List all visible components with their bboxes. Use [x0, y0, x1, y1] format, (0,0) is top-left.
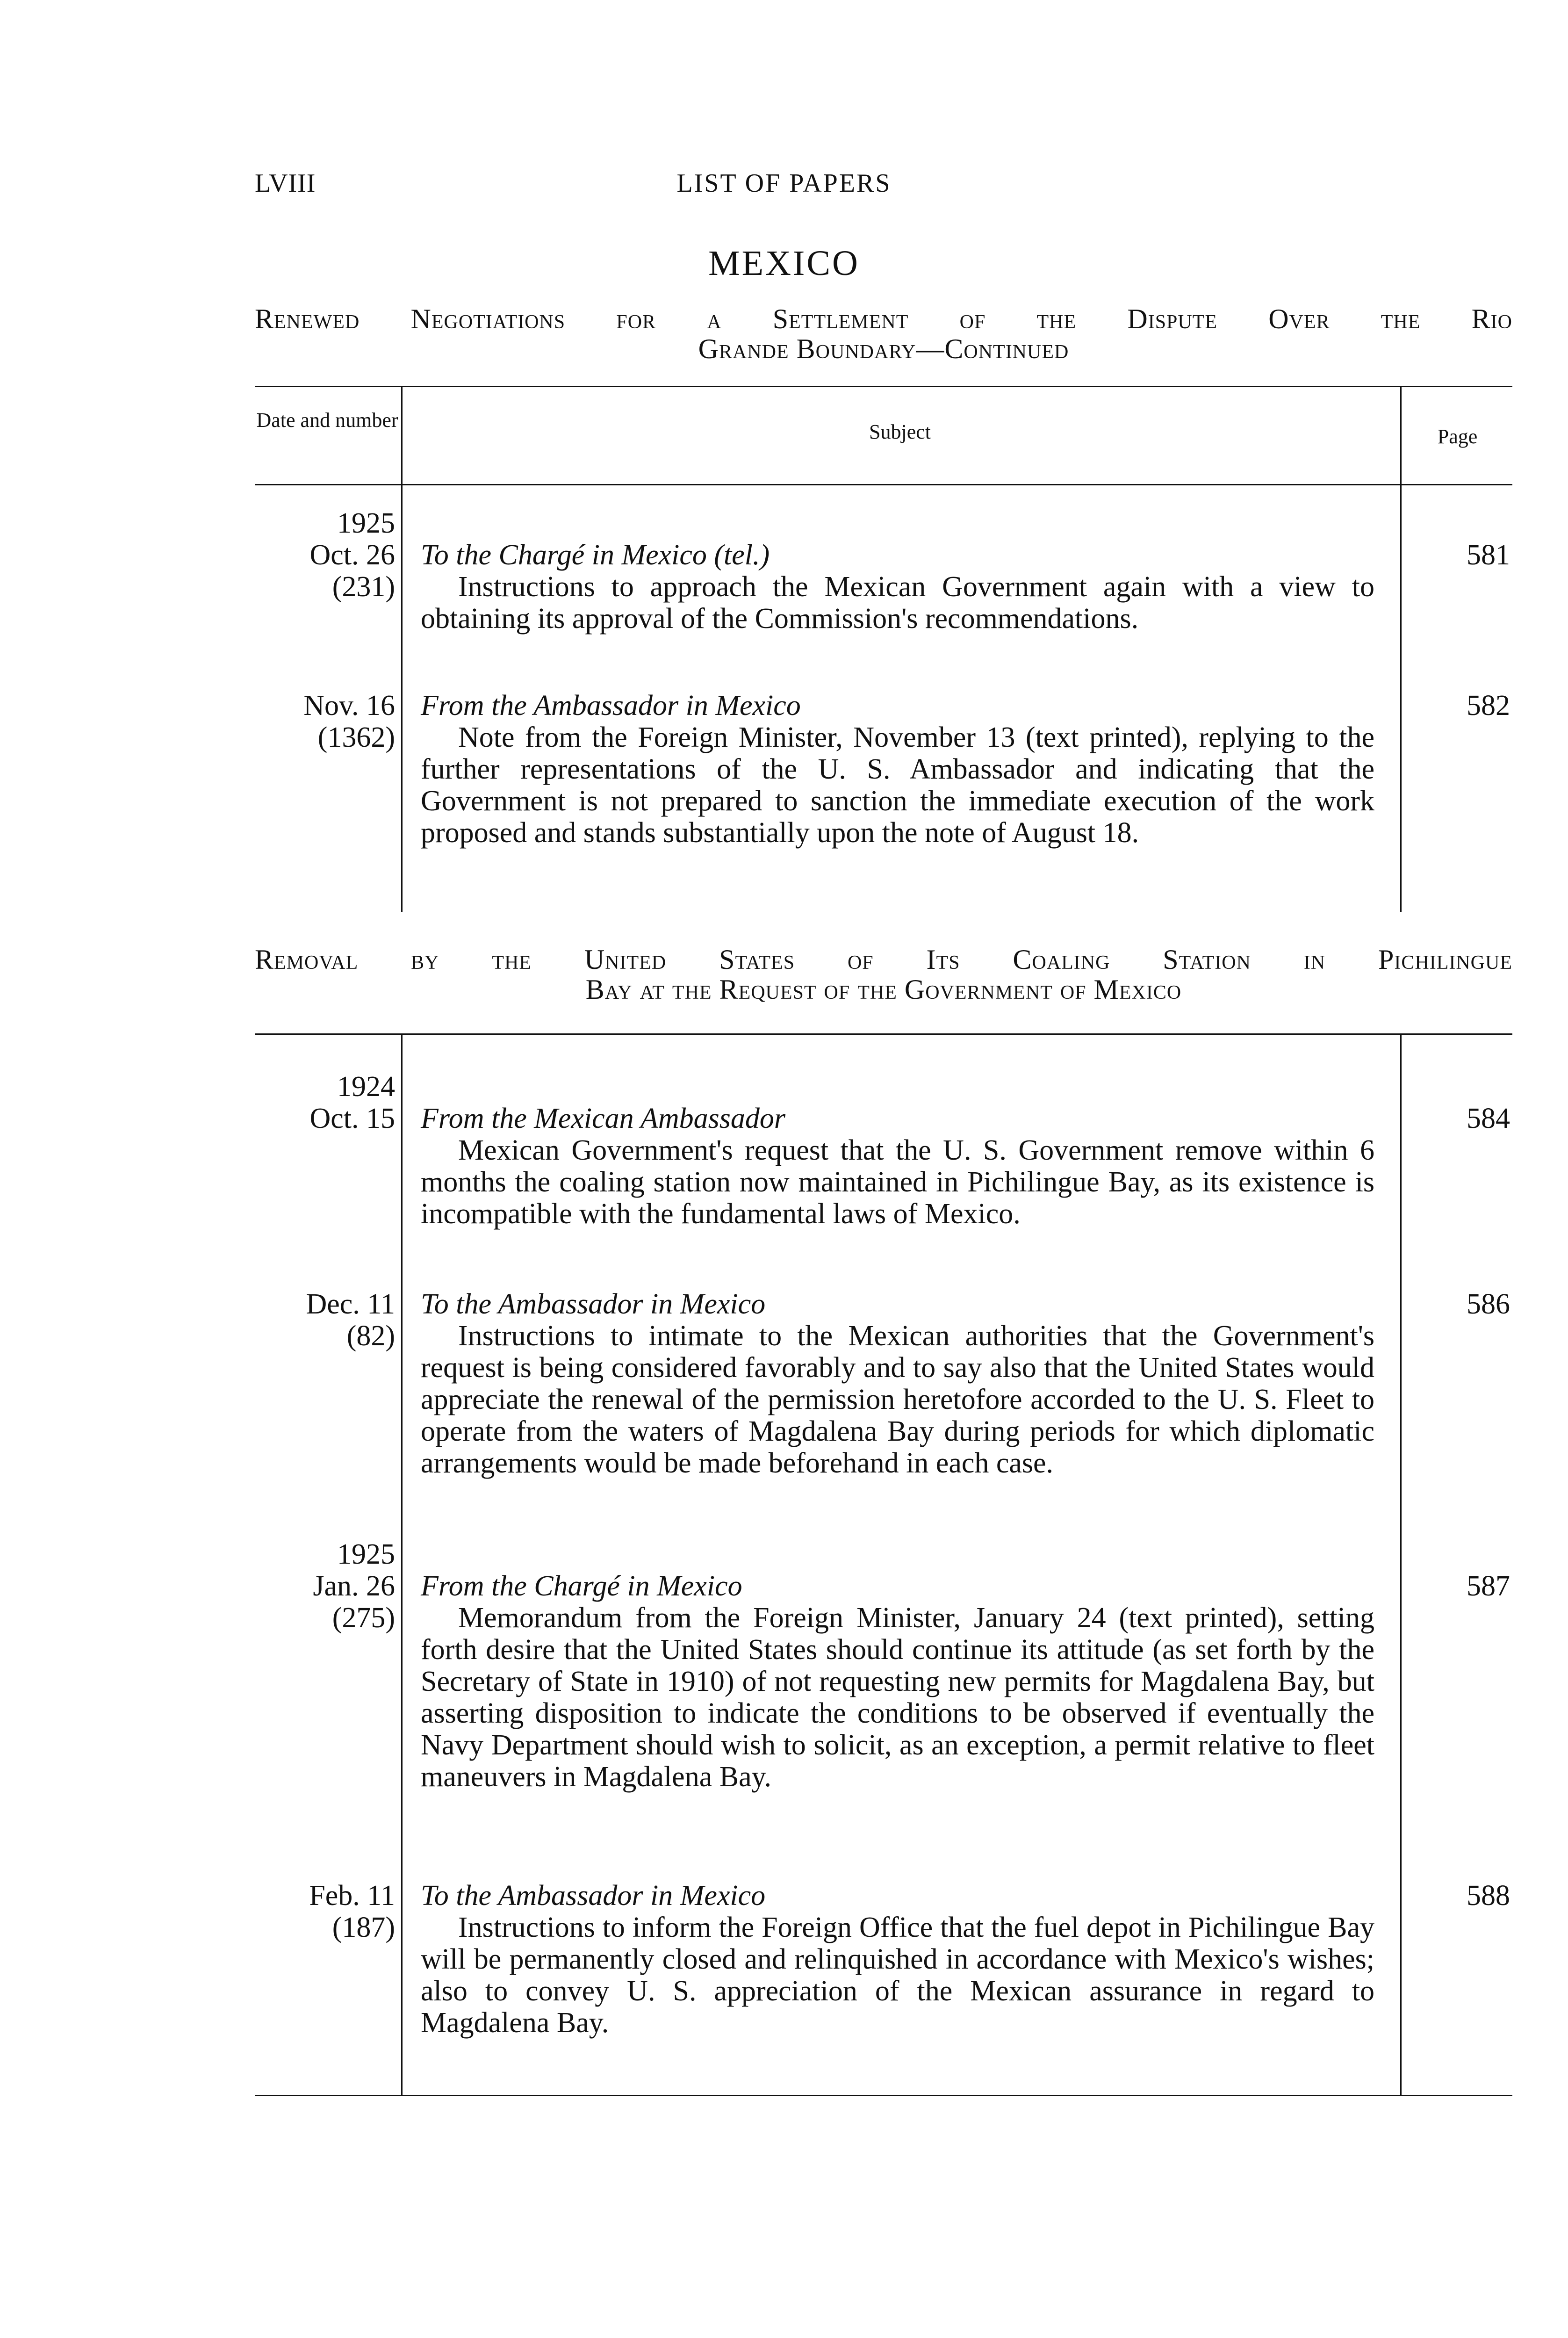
column-divider [401, 1033, 403, 2095]
entry-summary: Instructions to approach the Mexican Government again with a view to obtaining its approval of the Commission's recommendations. [421, 571, 1374, 635]
country-title: MEXICO [708, 244, 860, 283]
entry-page: 582 [1467, 690, 1510, 722]
entry-date: Dec. 11 [306, 1288, 395, 1320]
table-top-rule [255, 1033, 1512, 1035]
entry-addressee: From the Ambassador in Mexico [421, 690, 801, 722]
date-column-header: Date and number [256, 409, 398, 432]
column-divider [1400, 1033, 1402, 2095]
subject-cell [421, 1103, 1374, 1230]
entry-summary: Mexican Government's request that the U. S. Government remove within 6 months the coaling station now maintained in Pichilingue Bay, as its existence is incompatible with the fundamental laws of Mexico. [421, 1134, 1374, 1230]
entry-summary: Note from the Foreign Minister, November 13 (text printed), replying to the further representations of the U. S. Ambassador and indicating that the Government is not prepared to sanction the immediate execution of the work proposed and stands substantially upon the note of August 18. [421, 722, 1374, 849]
entry-page: 581 [1467, 539, 1510, 571]
date-cell [255, 690, 395, 753]
entry-summary: Instructions to intimate to the Mexican authorities that the Government's request is being considered favorably and to say also that the United States would appreciate the renewal of the permission heretofore accorded to the U. S. Fleet to operate from the waters of Magdalena Bay during periods for which diplomatic arrangements would be made beforehand in each case. [421, 1320, 1374, 1479]
entry-year: 1925 [337, 507, 395, 539]
entry-addressee: To the Chargé in Mexico (tel.) [421, 539, 770, 571]
entry-number: (231) [332, 571, 395, 603]
entry-page: 586 [1467, 1288, 1510, 1320]
column-divider [401, 386, 403, 912]
entry-page: 588 [1467, 1880, 1510, 1912]
column-divider [1400, 386, 1402, 912]
section-heading [255, 945, 1512, 1004]
page-number: LVIII [255, 169, 316, 198]
running-title: LIST OF PAPERS [676, 169, 892, 198]
entry-summary: Instructions to inform the Foreign Office that the fuel depot in Pichilingue Bay will be permanently closed and relinquished in accordance with Mexico's wishes; also to convey U. S. appreciation of the Mexican assurance in regard to Magdalena Bay. [421, 1912, 1374, 2039]
entry-summary: Memorandum from the Foreign Minister, January 24 (text printed), setting forth desire that the United States should continue its attitude (as set forth by the Secretary of State in 1910) of not requesting new permits for Magdalena Bay, but asserting disposition to indicate the conditions to be observed if eventually the Navy Department should wish to solicit, as an exception, a permit relative to fleet maneuvers in Magdalena Bay. [421, 1602, 1374, 1793]
entry-addressee: From the Mexican Ambassador [421, 1103, 786, 1134]
entry-addressee: From the Chargé in Mexico [421, 1570, 742, 1602]
table-top-rule [255, 386, 1512, 387]
entry-date: Feb. 11 [309, 1880, 395, 1912]
subject-column-header: Subject [869, 420, 931, 443]
entry-year: 1924 [337, 1071, 395, 1103]
date-cell [255, 1880, 395, 1943]
entry-addressee: To the Ambassador in Mexico [421, 1288, 766, 1320]
date-cell [255, 507, 395, 603]
entry-date: Oct. 15 [309, 1103, 395, 1134]
subject-cell [421, 1288, 1374, 1479]
subject-cell [421, 539, 1374, 635]
section-heading-line: Renewed Negotiations for a Settlement of the Dispute Over the Rio [255, 303, 1512, 334]
entry-number: (187) [332, 1912, 395, 1943]
section-heading [255, 304, 1512, 364]
header-bottom-rule [255, 484, 1512, 485]
entry-page: 587 [1467, 1570, 1510, 1602]
page-column-header: Page [1437, 425, 1478, 448]
entry-year: 1925 [337, 1538, 395, 1570]
entry-number: (82) [346, 1320, 395, 1352]
table-bottom-rule [255, 2095, 1512, 2096]
entry-date: Nov. 16 [303, 690, 395, 722]
subject-cell [421, 1880, 1374, 2039]
section-heading-line: Removal by the United States of Its Coaling Station in Pichilingue [255, 944, 1512, 975]
date-cell [255, 1538, 395, 1634]
subject-cell [421, 690, 1374, 849]
section-heading-line: Bay at the Request of the Government of Mexico [585, 974, 1182, 1005]
entry-page: 584 [1467, 1103, 1510, 1134]
section-heading-line: Grande Boundary—Continued [698, 333, 1069, 364]
entry-number: (275) [332, 1602, 395, 1634]
subject-cell [421, 1570, 1374, 1793]
date-cell [255, 1071, 395, 1134]
date-cell [255, 1288, 395, 1352]
entry-addressee: To the Ambassador in Mexico [421, 1880, 766, 1912]
entry-number: (1362) [317, 722, 395, 753]
entry-date: Jan. 26 [313, 1570, 395, 1602]
entry-date: Oct. 26 [309, 539, 395, 571]
